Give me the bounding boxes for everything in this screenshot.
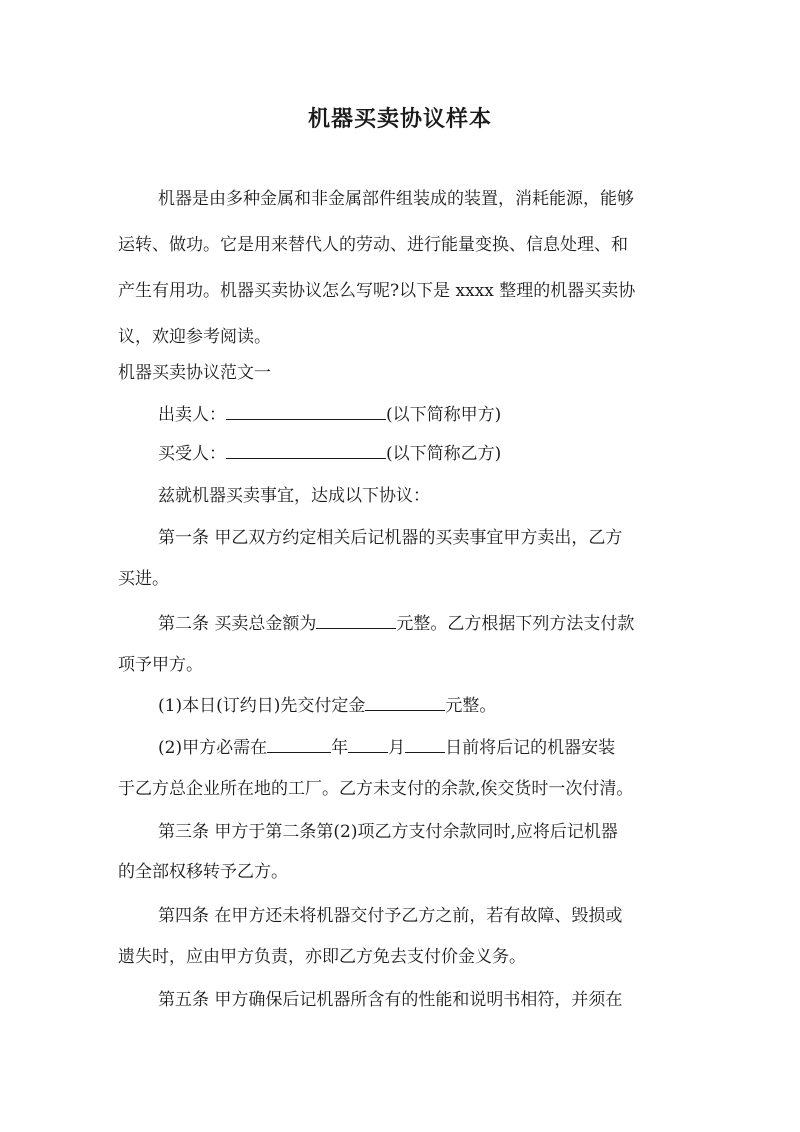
article-2-line-2: 项予甲方。 bbox=[118, 655, 203, 675]
article-1-line-1: 第一条 甲乙双方约定相关后记机器的买卖事宜甲方卖出，乙方 bbox=[158, 528, 623, 548]
deposit-blank bbox=[365, 694, 445, 711]
total-amount-blank bbox=[316, 612, 396, 629]
item-2-month: 月 bbox=[388, 738, 406, 758]
article-4-line-1: 第四条 在甲方还未将机器交付予乙方之前，若有故障、毁损或 bbox=[158, 906, 623, 926]
intro-line-2: 运转、做功。它是用来替代人的劳动、进行能量变换、信息处理、和 bbox=[118, 235, 628, 255]
article-1-line-2: 买进。 bbox=[118, 569, 169, 589]
article-4-line-2: 遗失时，应由甲方负责，亦即乙方免去支付价金义务。 bbox=[118, 947, 526, 967]
seller-label: 出卖人： bbox=[158, 405, 226, 425]
intro-line-1: 机器是由多种金属和非金属部件组装成的装置，消耗能源，能够 bbox=[158, 189, 634, 209]
document-title: 机器买卖协议样本 bbox=[307, 106, 492, 132]
article-2-prefix: 第二条 买卖总金额为 bbox=[158, 614, 317, 634]
seller-line bbox=[158, 403, 501, 427]
intro-line-4: 议，欢迎参考阅读。 bbox=[118, 327, 271, 347]
seller-suffix: (以下简称甲方) bbox=[386, 405, 502, 425]
item-2-line-2: 于乙方总企业所在地的工厂。乙方未支付的余款,俟交货时一次付清。 bbox=[118, 779, 634, 799]
article-3-line-2: 的全部权移转予乙方。 bbox=[118, 862, 288, 882]
item-2-suffix: 日前将后记的机器安装 bbox=[445, 738, 616, 758]
article-2-line-1 bbox=[158, 612, 634, 636]
seller-blank bbox=[226, 403, 386, 420]
item-1-prefix: (1)本日(订约日)先交付定金 bbox=[158, 696, 366, 716]
year-blank bbox=[267, 736, 331, 753]
item-1-suffix: 元整。 bbox=[445, 696, 497, 716]
buyer-blank bbox=[226, 442, 386, 459]
item-2-year: 年 bbox=[331, 738, 349, 758]
month-blank bbox=[348, 736, 388, 753]
item-1-line bbox=[158, 694, 496, 718]
buyer-line bbox=[158, 442, 501, 466]
article-5-line-1: 第五条 甲方确保后记机器所含有的性能和说明书相符，并须在 bbox=[158, 990, 623, 1010]
buyer-label: 买受人： bbox=[158, 444, 226, 464]
intro-line-3: 产生有用功。机器买卖协议怎么写呢?以下是 xxxx 整理的机器买卖协 bbox=[118, 281, 636, 301]
item-2-line-1 bbox=[158, 736, 615, 760]
buyer-suffix: (以下简称乙方) bbox=[386, 444, 502, 464]
section-heading: 机器买卖协议范文一 bbox=[118, 363, 271, 383]
item-2-prefix: (2)甲方必需在 bbox=[158, 738, 268, 758]
article-3-line-1: 第三条 甲方于第二条第(2)项乙方支付余款同时,应将后记机器 bbox=[158, 822, 618, 842]
day-blank bbox=[405, 736, 445, 753]
agreement-intro: 兹就机器买卖事宜，达成以下协议： bbox=[158, 486, 430, 506]
article-2-suffix: 元整。乙方根据下列方法支付款 bbox=[396, 614, 635, 634]
